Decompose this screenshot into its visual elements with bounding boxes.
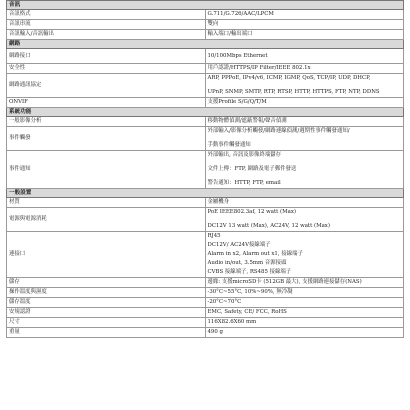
table-row <box>7 298 404 308</box>
spec-value-line: 手動事件觸發通知 <box>207 142 251 148</box>
table-row <box>7 98 404 108</box>
spec-value: 移動物體偵測/遮蔽警報/聲音偵測 <box>205 117 404 127</box>
spec-value-line: 警告通知：HTTP, FTP, email <box>207 180 281 186</box>
table-row <box>7 30 404 40</box>
spec-value: -30°C~55°C, 10%~90%, 無冷凝 <box>205 288 404 298</box>
spec-value <box>205 208 404 232</box>
table-row <box>7 328 404 338</box>
table-row <box>7 308 404 318</box>
spec-key: 事件通知 <box>7 151 206 189</box>
section-header-general: 一般設置 <box>7 189 404 198</box>
spec-key: 網路接口 <box>7 49 206 64</box>
spec-key: 儲存溫度 <box>7 298 206 308</box>
table-row <box>7 117 404 127</box>
spec-value-line: PoE IEEE802.3af, 12 watt (Max) <box>207 209 297 215</box>
spec-value: -20°C~70°C <box>205 298 404 308</box>
spec-key: 音訊格式 <box>7 10 206 20</box>
table-row <box>7 20 404 30</box>
spec-key: 音訊輸入/音訊輸出 <box>7 30 206 40</box>
spec-key: 安規認證 <box>7 308 206 318</box>
spec-value: G.711/G.726/AAC/LPCM <box>205 10 404 20</box>
spec-value: 雙向 <box>205 20 404 30</box>
spec-value: 10/100Mbps Ethernet <box>205 49 404 64</box>
spec-key: 重量 <box>7 328 206 338</box>
spec-value-line: DC12V/ AC24V接線端子 <box>207 242 271 248</box>
table-row <box>7 151 404 189</box>
spec-value-line: DC12V 13 watt (Max), AC24V, 12 watt (Max) <box>207 223 330 229</box>
spec-key: 事件觸發 <box>7 127 206 151</box>
spec-sheet <box>6 0 404 338</box>
table-row <box>7 278 404 288</box>
spec-key: 尺寸 <box>7 318 206 328</box>
spec-key: 一般影像分析 <box>7 117 206 127</box>
table-row <box>7 198 404 208</box>
spec-key: 安全性 <box>7 64 206 74</box>
spec-key: 音訊串流 <box>7 20 206 30</box>
table-row <box>7 10 404 20</box>
spec-key: 儲存 <box>7 278 206 288</box>
table-row <box>7 208 404 232</box>
spec-value-line: 文件上傳：FTP, 網路及電子郵件發送 <box>207 166 297 172</box>
spec-value <box>205 232 404 278</box>
spec-value-line: UPnP, SNMP, SMTP, RTP, RTSP, HTTP, HTTPS, FTP, NTP, DDNS <box>207 89 380 95</box>
spec-value: 116X82.6X60 mm <box>205 318 404 328</box>
spec-value: 490 g <box>205 328 404 338</box>
spec-value: 輸入端口/輸出端口 <box>205 30 404 40</box>
spec-value: 邊緣: 支援microSD卡 (512GB 最大), 支援網路連接儲存(NAS) <box>205 278 404 288</box>
spec-key: 材質 <box>7 198 206 208</box>
table-row <box>7 64 404 74</box>
spec-value-line: Audio in/out, 3.5mm 音源接頭 <box>207 260 287 266</box>
section-header-audio: 音訊 <box>7 1 404 10</box>
spec-key: 操作溫度與濕度 <box>7 288 206 298</box>
spec-value <box>205 151 404 189</box>
spec-value-line: 外部輸出, 音訊及影像終端儲存 <box>207 152 282 158</box>
spec-value: EMC, Safety, CE/ FCC, RoHS <box>205 308 404 318</box>
spec-value: 用戶認證/HTTPS/IP Filter/IEEE 802.1x <box>205 64 404 74</box>
table-row <box>7 288 404 298</box>
spec-value-line: Alarm in x2, Alarm out x1, 接線端子 <box>207 251 303 257</box>
spec-value-line: RJ45 <box>207 233 221 239</box>
table-row <box>7 318 404 328</box>
spec-value: 支援Profile S/G/Q/T/M <box>205 98 404 108</box>
table-row <box>7 49 404 64</box>
spec-key: ONVIF <box>7 98 206 108</box>
section-header-network: 網路 <box>7 40 404 49</box>
spec-value: 金屬機身 <box>205 198 404 208</box>
table-row <box>7 127 404 151</box>
spec-table <box>6 0 404 338</box>
table-row <box>7 74 404 98</box>
section-header-system: 系統功能 <box>7 108 404 117</box>
spec-value-line: CVBS 接線端子, RS485 接線端子 <box>207 269 292 275</box>
spec-value <box>205 127 404 151</box>
spec-key: 電源與電源消耗 <box>7 208 206 232</box>
spec-value-line: ARP, PPPoE, IPv4/v6, ICMP, IGMP, QoS, TCP/IP, UDP, DHCP, <box>207 75 371 81</box>
spec-key: 連接口 <box>7 232 206 278</box>
spec-value <box>205 74 404 98</box>
spec-value-line: 外部輸入/影像分析觸發/網路連線偵測/週期性事件觸發通知/ <box>207 128 350 134</box>
spec-key: 網路通訊協定 <box>7 74 206 98</box>
table-row <box>7 232 404 278</box>
